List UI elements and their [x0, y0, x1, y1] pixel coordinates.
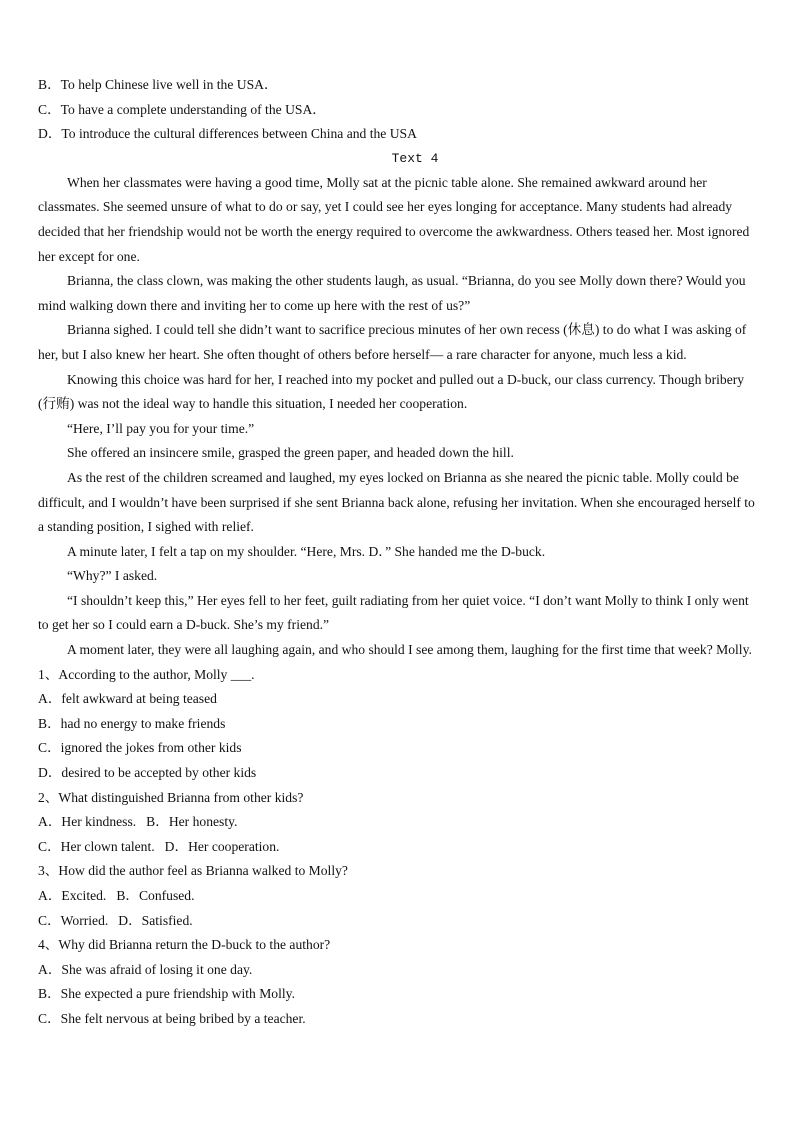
paragraph: Brianna sighed. I could tell she didn’t want to sacrifice precious minutes of her own recess (休息) to do what I was asking of her, but I also knew her heart. She often thought of others before herself— a rare character for anyone, much less a kid. [38, 322, 747, 362]
answer-option: B．had no energy to make friends [38, 715, 226, 731]
paragraph: When her classmates were having a good time, Molly sat at the picnic table alone. She remained awkward around her classmates. She seemed unsure of what to do or say, yet I could see her eyes longing for acceptance. Many students had already decided that her friendship would not be worth the energy required to overcome the awkwardness. Others teased her. Most ignored her except for one. [38, 174, 750, 264]
answer-option: C．She felt nervous at being bribed by a teacher. [38, 1010, 306, 1026]
paragraph: She offered an insincere smile, grasped the green paper, and headed down the hill. [67, 445, 514, 461]
answer-option: A．Excited. [38, 888, 107, 903]
answer-option: A．Her kindness. [38, 814, 137, 830]
answer-option: B．She expected a pure friendship with Molly. [38, 986, 295, 1002]
option-line [38, 982, 758, 1007]
question-stem: 1、According to the author, Molly ___. [38, 666, 255, 682]
option-line [38, 958, 758, 983]
answer-option: D．Satisfied. [118, 912, 193, 928]
paragraph: Brianna, the class clown, was making the other students laugh, as usual. “Brianna, do you see Molly down there? Would you mind walking down there and inviting her to come up here with the rest of us?” [38, 273, 746, 313]
option-line [38, 909, 758, 934]
answer-option: C．Her clown talent. [38, 838, 155, 854]
paragraph: “Why?” I asked. [67, 568, 158, 584]
prev-option-b: B．To help Chinese live well in the USA． [38, 77, 278, 92]
option-line [38, 761, 758, 786]
prev-option-d: D．To introduce the cultural differences between China and the USA [38, 126, 417, 142]
option-line [38, 712, 758, 737]
answer-option: B．Her honesty. [146, 814, 238, 830]
answer-option: D．desired to be accepted by other kids [38, 765, 257, 781]
option-line [38, 884, 758, 909]
answer-option: C．ignored the jokes from other kids [38, 740, 242, 756]
question-list [38, 663, 758, 1032]
prev-option-c: C．To have a complete understanding of the USA． [38, 101, 326, 117]
answer-option: A．felt awkward at being teased [38, 691, 217, 707]
option-line [38, 1007, 758, 1032]
document-body [38, 73, 758, 1032]
passage [38, 171, 758, 663]
paragraph: A minute later, I felt a tap on my shoulder. “Here, Mrs. D．” She handed me the D-buck. [67, 543, 546, 559]
question-stem: 2、What distinguished Brianna from other kids? [38, 789, 304, 805]
paragraph: “Here, I’ll pay you for your time.” [67, 420, 255, 436]
question-stem: 3、How did the author feel as Brianna walked to Molly? [38, 863, 348, 879]
paragraph: Knowing this choice was hard for her, I reached into my pocket and pulled out a D-buck, our class currency. Though bribery (行贿) was not the ideal way to handle this situation, I needed her cooperation. [38, 371, 745, 412]
answer-option: A．She was afraid of losing it one day. [38, 961, 253, 977]
answer-option: C．Worried. [38, 912, 109, 928]
option-line [38, 835, 758, 860]
option-line [38, 687, 758, 712]
option-line [38, 810, 758, 835]
answer-option: B．Confused. [116, 888, 195, 903]
paragraph: As the rest of the children screamed and laughed, my eyes locked on Brianna as she neared the picnic table. Molly could be difficult, and I wouldn’t have been surprised if she sent Brianna back alone, refusing her invitation. When she encouraged herself to a standing position, I sighed with relief. [38, 469, 755, 535]
paragraph: A moment later, they were all laughing again, and who should I see among them, laughing for the first time that week? Molly. [67, 642, 752, 658]
option-line [38, 736, 758, 761]
text-title: Text 4 [391, 150, 439, 166]
answer-option: D．Her cooperation. [164, 838, 280, 854]
question-stem: 4、Why did Brianna return the D-buck to the author? [38, 937, 331, 953]
paragraph: “I shouldn’t keep this,” Her eyes fell to her feet, guilt radiating from her quiet voice. “I don’t want Molly to think I only went to get her so I could earn a D-buck. She’s my friend.” [38, 592, 749, 633]
